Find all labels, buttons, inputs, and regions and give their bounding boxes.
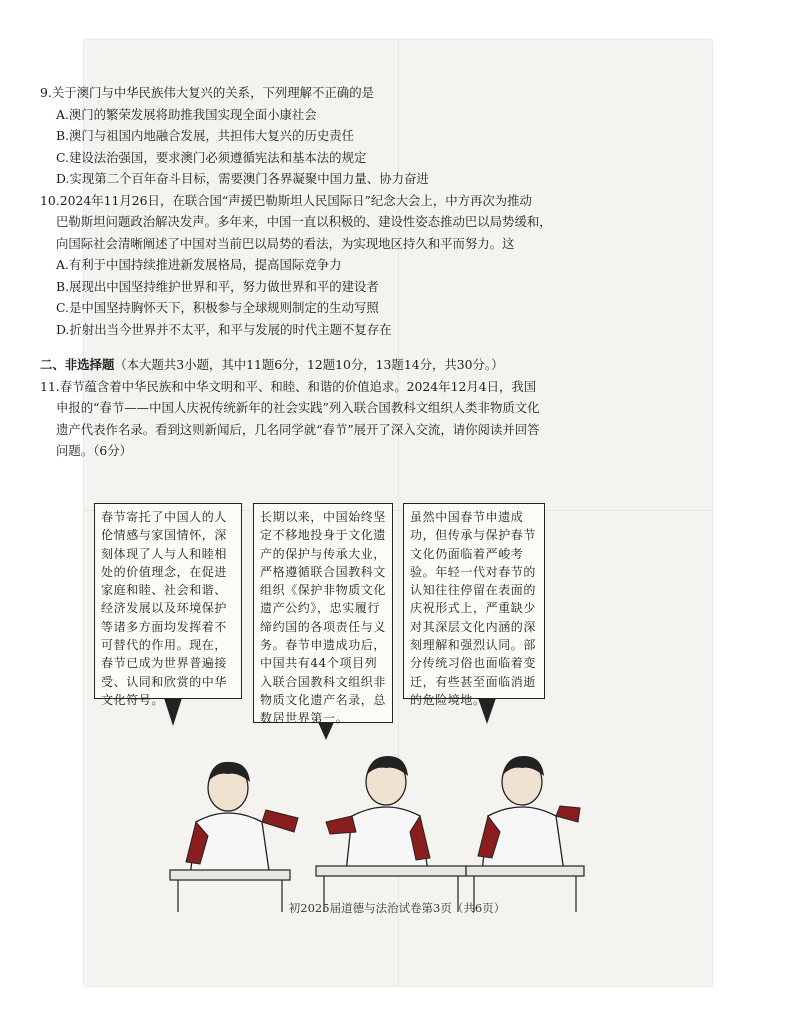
q10-option-d: D.折射出当今世界并不太平，和平与发展的时代主题不复存在 — [56, 321, 392, 337]
students-illustration — [166, 752, 586, 912]
speech-bubble-1: 春节寄托了中国人的人伦情感与家国情怀，深刻体现了人与人和睦相处的价值理念，在促进家庭和睦、社会和谐、经济发展以及环境保护等诸多方面均发挥着不可替代的作用。现在，春节已成为世界普遍接受、认同和欣赏的中华文化符号。 — [94, 503, 242, 699]
bubble-tail-2 — [318, 722, 334, 740]
q9-option-a: A.澳门的繁荣发展将助推我国实现全面小康社会 — [56, 106, 317, 122]
q9-option-c: C.建设法治强国，要求澳门必须遵循宪法和基本法的规定 — [56, 149, 367, 165]
q11-stem-line-3: 遗产代表作名录。看到这则新闻后，几名同学就“春节”展开了深入交流，请你阅读并回答 — [56, 421, 540, 437]
q10-stem-line-3: 向国际社会清晰阐述了中国对当前巴以局势的看法，为实现地区持久和平而努力。这 — [56, 235, 515, 251]
q11-stem-line-4: 问题。（6分） — [56, 443, 133, 458]
q11-stem-line-2: 申报的“春节——中国人庆祝传统新年的社会实践”列入联合国教科文组织人类非物质文化 — [56, 400, 540, 415]
q10-stem-line-2: 巴勒斯坦问题政治解决发声。多年来，中国一直以积极的、建设性姿态推动巴以局势缓和， — [56, 214, 552, 229]
student-middle — [316, 756, 466, 876]
page-footer: 初2025届道德与法治试卷第3页（共6页） — [288, 901, 506, 915]
question-content — [40, 82, 610, 462]
bubble-tail-3 — [478, 698, 496, 724]
q9-stem: 9.关于澳门与中华民族伟大复兴的关系，下列理解不正确的是 — [40, 85, 374, 100]
student-right — [466, 756, 584, 876]
speech-bubbles — [94, 503, 600, 763]
q11-stem-line-1: 11.春节蕴含着中华民族和中华文明和平、和睦、和谐的价值追求。2024年12月4日，我国 — [40, 378, 537, 394]
student-left — [170, 762, 298, 880]
q10-option-a: A.有利于中国持续推进新发展格局，提高国际竞争力 — [56, 257, 342, 272]
speech-bubble-2: 长期以来，中国始终坚定不移地投身于文化遗产的保护与传承大业，严格遵循联合国教科文组织《保护非物质文化遗产公约》，忠实履行缔约国的各项责任与义务。春节申遗成功后，中国共有44个项目列入联合国教科文组织非物质文化遗产名录，总数居世界第一。 — [253, 503, 393, 723]
q10-option-b: B.展现出中国坚持维护世界和平，努力做世界和平的建设者 — [56, 278, 379, 294]
section-2-header — [40, 354, 610, 376]
q10-stem-line-1: 10.2024年11月26日，在联合国“声援巴勒斯坦人民国际日”纪念大会上，中方再次为推动 — [40, 192, 532, 208]
section-2-title: 二、非选择题 — [40, 357, 115, 372]
section-2-note: （本大题共3小题，其中11题6分，12题10分，13题14分，共30分。） — [114, 357, 504, 372]
bubble-tail-1 — [164, 698, 182, 726]
speech-bubble-3: 虽然中国春节申遗成功，但传承与保护春节文化仍面临着严峻考验。年轻一代对春节的认知往往停留在表面的庆祝形式上，严重缺少对其深层文化内涵的深刻理解和强烈认同。部分传统习俗也面临着变迁，有些甚至面临消逝的危险境地。 — [403, 503, 545, 699]
q9-option-b: B.澳门与祖国内地融合发展，共担伟大复兴的历史责任 — [56, 128, 355, 143]
q9-option-d: D.实现第二个百年奋斗目标，需要澳门各界凝聚中国力量、协力奋进 — [56, 171, 429, 186]
q10-option-c: C.是中国坚持胸怀天下，积极参与全球规则制定的生动写照 — [56, 300, 379, 315]
